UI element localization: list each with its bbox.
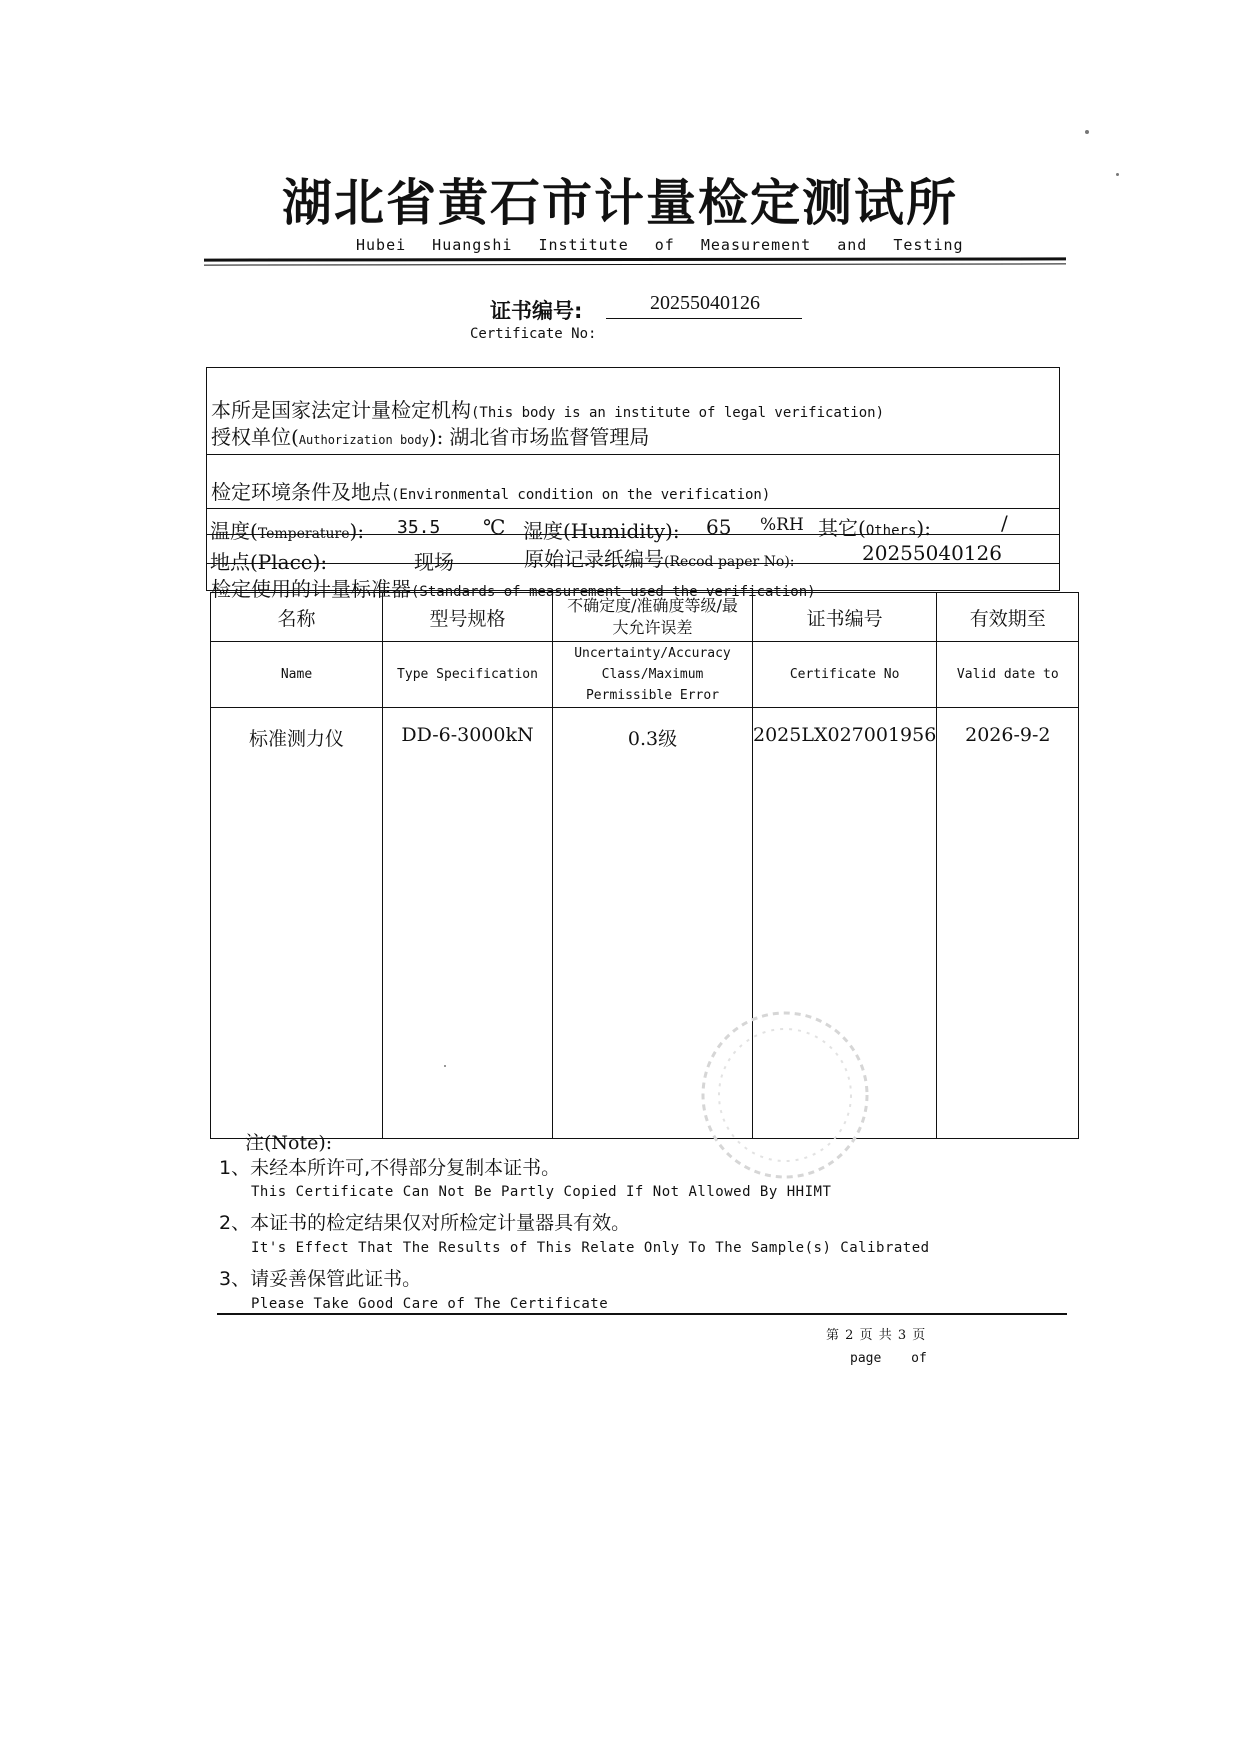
environment-heading [211, 476, 770, 505]
record-paper-label [524, 543, 795, 572]
others-value: / [1001, 511, 1008, 535]
standard-uncertainty: 0.3级 [553, 708, 753, 1139]
certificate-number-label-en: Certificate No: [470, 326, 597, 342]
record-paper-label-en: (Recod paper No): [664, 554, 795, 570]
certificate-number: 20255040126 [650, 292, 760, 314]
page-prefix: 第 [826, 1328, 841, 1343]
environment-heading-cn: 检定环境条件及地点 [211, 480, 391, 504]
standards-header-row-en [211, 642, 1079, 708]
page-suffix: 页 [912, 1328, 927, 1343]
standard-valid-date: 2026-9-2 [937, 708, 1079, 1139]
authorization-body-label: 授权单位( [211, 425, 299, 449]
others-label-cn: 其它( [818, 516, 866, 540]
authority-line-1 [211, 394, 884, 423]
notes-heading: 注(Note): [245, 1132, 333, 1154]
institute-title: 湖北省黄石市计量检定测试所 [282, 174, 958, 232]
column-header-uncertainty: 不确定度/准确度等级/最大允许误差 [553, 593, 753, 642]
note-2-cn: 2、本证书的检定结果仅对所检定计量器具有效。 [219, 1212, 631, 1234]
temperature-label [210, 515, 364, 544]
temperature-unit: ℃ [483, 515, 506, 539]
page-middle: 页 共 [859, 1328, 893, 1343]
standards-heading-en: (Standards of measurement used the verification) [411, 584, 816, 600]
authorization-body-label-en: Authorization body [298, 433, 429, 447]
institute-title-en: Hubei Huangshi Institute of Measurement and Testing [356, 236, 964, 254]
standard-type: DD-6-3000kN [383, 708, 553, 1139]
column-header-valid-date: 有效期至 [937, 593, 1079, 642]
humidity-label: 湿度(Humidity): [523, 519, 680, 543]
authority-line-2 [211, 421, 649, 450]
scan-speck [444, 1065, 446, 1067]
standards-heading-cn: 检定使用的计量标准器 [211, 577, 411, 601]
temperature-label-en: Temperature [257, 526, 350, 542]
humidity-unit: %RH [760, 515, 804, 535]
standard-name: 标准测力仪 [211, 708, 383, 1139]
header-rule-thin [204, 263, 1066, 265]
others-label [818, 512, 931, 541]
table-row [211, 708, 1079, 1139]
others-label-end: ): [916, 516, 931, 540]
scan-speck [1085, 130, 1089, 134]
humidity-value: 65 [706, 515, 732, 539]
standards-table [210, 592, 1079, 1139]
note-3-en: Please Take Good Care of The Certificate [251, 1296, 609, 1312]
page-current: 2 [845, 1328, 855, 1343]
box-divider [207, 454, 1059, 455]
environment-heading-en: (Environmental condition on the verification) [391, 487, 771, 503]
record-paper-label-cn: 原始记录纸编号 [524, 547, 664, 571]
column-header-name-en: Name [211, 642, 383, 708]
others-label-en: Others [865, 523, 917, 539]
temperature-label-end: ): [349, 519, 365, 543]
place-label: 地点(Place): [210, 550, 328, 574]
column-header-certificate-en: Certificate No [753, 642, 937, 708]
header-rule-thick [204, 257, 1066, 261]
stamp-watermark [690, 1000, 880, 1190]
page-en-of: of [911, 1351, 927, 1366]
record-paper-number: 20255040126 [862, 541, 1002, 565]
note-3-cn: 3、请妥善保管此证书。 [219, 1268, 422, 1290]
column-header-type-en: Type Specification [383, 642, 553, 708]
authority-statement-en: (This body is an institute of legal verification) [471, 405, 885, 421]
column-header-certificate: 证书编号 [753, 593, 937, 642]
authorization-body-value: 湖北省市场监督管理局 [449, 425, 650, 449]
column-header-valid-date-en: Valid date to [937, 642, 1079, 708]
box-divider [207, 508, 1059, 509]
note-1-cn: 1、未经本所许可,不得部分复制本证书。 [219, 1157, 561, 1179]
place-value: 现场 [414, 550, 454, 574]
column-header-name: 名称 [211, 593, 383, 642]
standard-certificate-no: 2025LX027001956 [753, 708, 937, 1139]
note-2-en: It's Effect That The Results of This Relate Only To The Sample(s) Calibrated [251, 1240, 930, 1256]
page-total: 3 [897, 1328, 908, 1343]
authorization-body-sep: ): [428, 425, 444, 449]
page-en-label: page [850, 1351, 882, 1366]
page-number-cn [826, 1324, 926, 1343]
page-number-en [850, 1351, 927, 1366]
scan-speck [1116, 173, 1119, 176]
temperature-value: 35.5 [397, 517, 441, 538]
note-1-en: This Certificate Can Not Be Partly Copied If Not Allowed By HHIMT [251, 1184, 832, 1200]
certificate-number-underline [606, 318, 802, 319]
authority-statement-cn: 本所是国家法定计量检定机构 [211, 398, 471, 422]
notes-bottom-rule [217, 1313, 1067, 1315]
column-header-type: 型号规格 [383, 593, 553, 642]
column-header-uncertainty-en: Uncertainty/Accuracy Class/Maximum Permissible Error [553, 642, 753, 708]
temperature-label-cn: 温度( [210, 519, 258, 543]
standards-header-row-cn [211, 593, 1079, 642]
certificate-number-label: 证书编号: [490, 299, 583, 323]
